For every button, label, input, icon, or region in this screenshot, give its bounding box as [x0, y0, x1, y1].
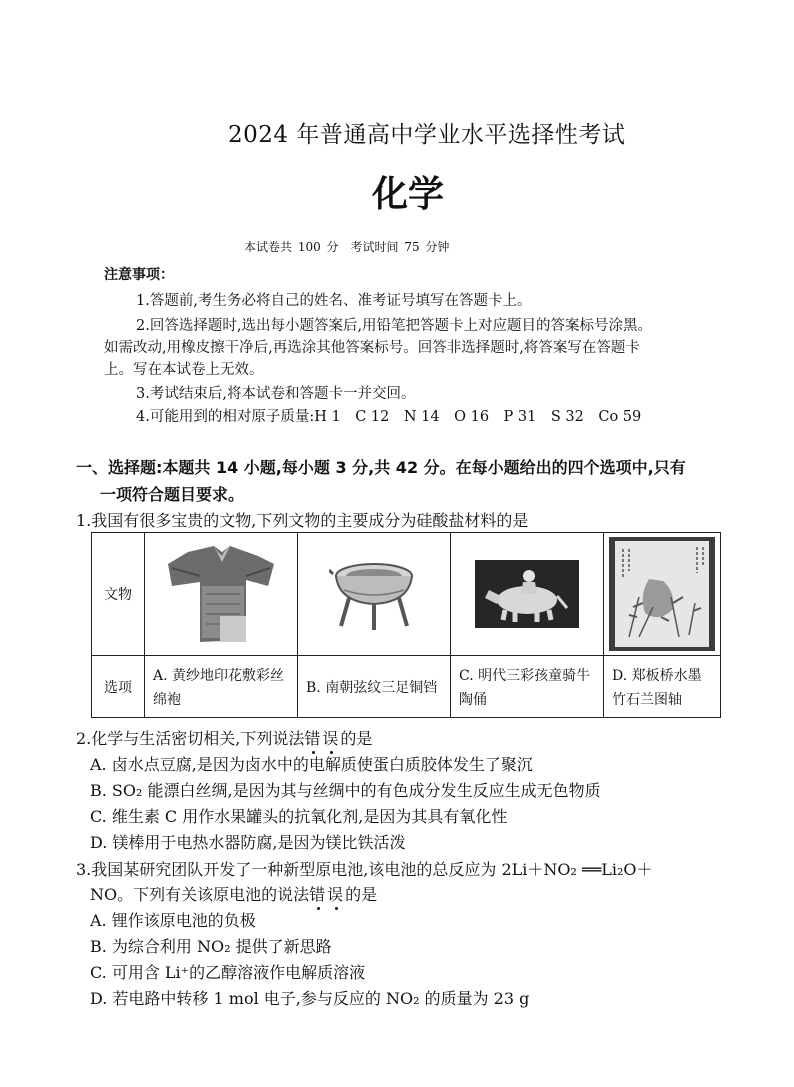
q3-stem-line-1: 3.我国某研究团队开发了一种新型原电池,该电池的总反应为 2Li＋NO₂ ══Li₂O＋ — [76, 860, 653, 879]
q3-option-d: D. 若电路中转移 1 mol 电子,参与反应的 NO₂ 的质量为 23 g — [90, 989, 530, 1008]
note-1: 1.答题前,考生务必将自己的姓名、准考证号填写在答题卡上。 — [136, 293, 532, 309]
relic-option-row — [92, 656, 721, 718]
q2-option-b: B. SO₂ 能漂白丝绸,是因为其与丝绸中的有色成分发生反应生成无色物质 — [90, 781, 601, 800]
q2-stem-pre: 2.化学与生活密切相关,下列说法 — [76, 729, 305, 748]
emphasis-char: 错 — [304, 729, 323, 748]
notes-heading: 注意事项： — [104, 267, 174, 283]
ink-painting-image — [609, 537, 715, 651]
subject-title: 化学 — [372, 174, 445, 215]
q1-option-a: A. 黄纱地印花敷彩丝绵袍 — [145, 656, 298, 718]
note-2-line-1: 2.回答选择题时,选出每小题答案后,用铅笔把答题卡上对应题目的答案标号涂黑。 — [136, 318, 653, 334]
note-2-line-2: 如需改动,用橡皮擦干净后,再选涂其他答案标号。回答非选择题时,将答案写在答题卡 — [104, 340, 640, 356]
q3-stem-line-2 — [90, 882, 377, 905]
q2-option-d: D. 镁棒用于电热水器防腐,是因为镁比铁活泼 — [90, 833, 406, 852]
note-4: 4.可能用到的相对原子质量:H 1 C 12 N 14 O 16 P 31 S 32 Co 59 — [136, 409, 642, 425]
q1-option-c: C. 明代三彩孩童骑牛陶俑 — [451, 656, 604, 718]
note-2-line-3: 上。写在本试卷上无效。 — [104, 362, 264, 378]
relic-image-d — [604, 533, 721, 656]
q3-option-b: B. 为综合利用 NO₂ 提供了新思路 — [90, 937, 332, 956]
q2-option-c: C. 维生素 C 用作水果罐头的抗氧化剂,是因为其具有氧化性 — [90, 807, 508, 826]
relic-image-a — [145, 533, 298, 656]
q1-option-b: B. 南朝弦纹三足铜铛 — [298, 656, 451, 718]
q2-stem — [76, 726, 372, 749]
emphasis-char: 错 — [309, 885, 328, 904]
q2-emphasis-word — [304, 729, 340, 748]
q3-option-c: C. 可用含 Li⁺的乙醇溶液作电解质溶液 — [90, 963, 366, 982]
relic-image-b — [298, 533, 451, 656]
q2-option-a: A. 卤水点豆腐,是因为卤水中的电解质使蛋白质胶体发生了聚沉 — [90, 755, 533, 774]
q1-stem: 1.我国有很多宝贵的文物,下列文物的主要成分为硅酸盐材料的是 — [76, 511, 529, 530]
q3-emphasis-word — [309, 885, 345, 904]
relic-image-row — [92, 533, 721, 656]
exam-title: 2024 年普通高中学业水平选择性考试 — [228, 122, 626, 148]
q2-stem-post: 的是 — [340, 729, 373, 748]
emphasis-char: 误 — [322, 729, 341, 748]
relic-image-c — [451, 533, 604, 656]
relics-table — [91, 532, 721, 718]
q3-stem-pre: NO。下列有关该原电池的说法 — [90, 885, 310, 904]
q3-stem-post: 的是 — [345, 885, 378, 904]
option-row-label: 选项 — [92, 656, 145, 718]
section-1-line-1: 一、选择题:本题共 14 小题,每小题 3 分,共 42 分。在每小题给出的四个选项中,只有 — [76, 458, 686, 477]
bronze-vessel-image — [329, 554, 419, 634]
exam-info: 本试卷共 100 分 考试时间 75 分钟 — [244, 240, 450, 254]
ceramic-figurine-image — [475, 560, 579, 628]
silk-robe-image — [166, 542, 276, 646]
q3-option-a: A. 锂作该原电池的负极 — [90, 911, 256, 930]
note-3: 3.考试结束后,将本试卷和答题卡一并交回。 — [136, 386, 416, 402]
section-1-line-2: 一项符合题目要求。 — [100, 485, 245, 504]
relic-row-label: 文物 — [92, 533, 145, 656]
emphasis-char: 误 — [327, 885, 346, 904]
q1-option-d: D. 郑板桥水墨竹石兰图轴 — [604, 656, 721, 718]
